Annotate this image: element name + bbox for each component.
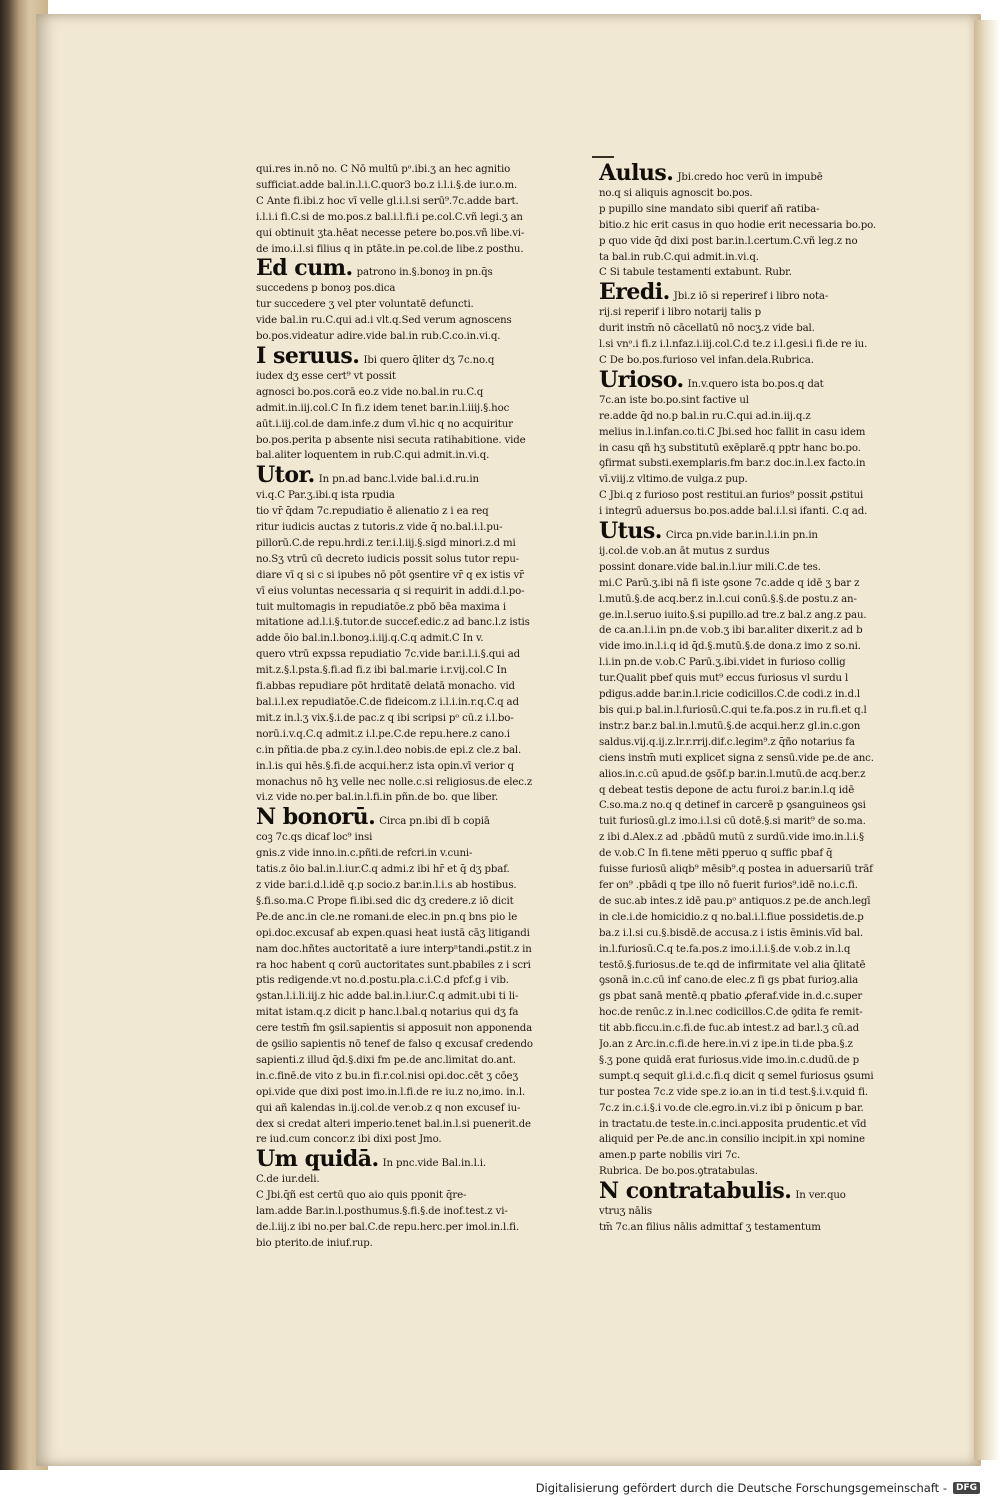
text-line: [256, 743, 581, 759]
line-text: qui.res in.nō no. C Nō multū pᵒ.ibi.ʒ an hec agnitio: [256, 164, 511, 175]
text-line: [256, 584, 581, 600]
text-line: [256, 1188, 581, 1204]
line-text: C Jbi.q̄ñ est certū quo aio quis pponit q̄re-: [256, 1190, 467, 1202]
text-line: [256, 1132, 581, 1148]
line-text: l.mutū.§.de acq.ber.z in.l.cui conū.§.§.de postu.z an-: [599, 593, 857, 605]
text-line: [599, 337, 924, 353]
text-line: [599, 409, 924, 425]
line-text: no.Sʒ vtrū cū decreto iudicis possit solus tutor repu-: [256, 553, 520, 565]
text-line: [256, 1204, 581, 1220]
text-line: [599, 321, 924, 337]
line-text: vide bal.in ru.C.qui ad.i vlt.q.Sed verum agnoscens: [256, 315, 512, 327]
text-line: [256, 600, 581, 616]
line-text: diare vī q si c si ipubes nō pōt ꝯsentire vr̄ q ex istis vr̄: [256, 569, 524, 581]
line-text: ꝯfirmat substi.exemplaris.fm bar.z doc.in.l.ex facto.in: [599, 458, 866, 470]
text-line: [256, 631, 581, 647]
text-line: [256, 1037, 581, 1053]
line-text: Rubrica. De bo.pos.ꝯtratabulas.: [599, 1166, 758, 1178]
line-text: re.adde q̄d no.p bal.in ru.C.qui ad.in.iij.q.z: [599, 410, 811, 422]
line-text: aūt.i.iij.col.de dam.infe.z dum vī.hic q no acquiritur: [256, 418, 513, 430]
text-line: [599, 798, 924, 814]
line-text: C.de iur.deli.: [256, 1174, 320, 1186]
text-line: [256, 942, 581, 958]
line-text: c.in pñtia.de pba.z cy.in.l.deo nobis.de epi.z cle.z bal.: [256, 744, 522, 756]
section-heading-line: [599, 520, 924, 544]
text-line: [599, 767, 924, 783]
section-heading-line: [599, 1180, 924, 1204]
line-text: p quo vide q̄d dixi post bar.in.l.certum.C.vñ leg.z no: [599, 235, 858, 247]
text-line: [599, 894, 924, 910]
line-text: ritur iudicis auctas z tutoris.z vide q̄ no.bal.i.l.pu-: [256, 522, 503, 534]
line-text: hoc.de renūc.z in.l.nec codicillos.C.de ꝯdita fe remit-: [599, 1007, 863, 1019]
line-text: ꝯstan.l.i.li.iij.z hic adde bal.in.l.iur.C.q admit.ubi ti li-: [256, 991, 519, 1003]
line-text: sapienti.z illud q̄d.§.dixi fm pe.de anc.limitat do.ant.: [256, 1054, 516, 1066]
text-line: [256, 989, 581, 1005]
text-line: [256, 926, 581, 942]
text-line: [256, 759, 581, 775]
line-text: sumpt.q sequit gl.i.d.c.fi.q dicit q semel furiosus ꝯsumi: [599, 1070, 874, 1082]
text-line: [256, 226, 581, 242]
line-text: l.si vnᵒ.i fi.z i.l.nfaz.i.iij.col.C.d te.z i.l.gesi.i fi.de re iu.: [599, 339, 868, 351]
page-right-edge: [974, 20, 1000, 1460]
text-line: [256, 846, 581, 862]
text-line: [599, 218, 924, 234]
left-text-column: [256, 162, 581, 1252]
line-text: aliquid per Pe.de anc.in consilio incipit.in xpi nomine: [599, 1134, 865, 1146]
line-text: vide imo.in.l.i.q id q̄d.§.mutū.§.de dona.z imo z so.ni.: [599, 641, 861, 653]
text-line: [599, 735, 924, 751]
line-text: q debeat testis depone de actu furoi.z bar.in.l.q idē: [599, 784, 855, 796]
line-text: in.c.finē.de vito z bu.in fi.r.col.nisi opi.doc.cēt ʒ cōeʒ: [256, 1070, 518, 1082]
initial-heading: Urioso.: [599, 368, 684, 393]
line-text: C De bo.pos.furioso vel infan.dela.Rubrica.: [599, 354, 814, 366]
text-line: [256, 417, 581, 433]
line-text: i integrū aduersus bo.pos.adde bal.i.l.si ifanti. C.q ad.: [599, 506, 868, 518]
text-line: [599, 814, 924, 830]
line-text: tit abb.ficcu.in.c.fi.de fuc.ab intest.z ad bar.l.ʒ cū.ad: [599, 1023, 860, 1035]
line-text: p pupillo sine mandato sibi querif añ ratiba-: [599, 203, 820, 215]
line-text: tm̄ 7c.an filius nālis admittaf ʒ testamentum: [599, 1222, 821, 1233]
line-text: de ca.an.l.i.in pn.de v.ob.ʒ ibi bar.aliter dixerit.z ad b: [599, 625, 863, 637]
text-line: [599, 878, 924, 894]
line-text: durit instm̄ nō cācellatū nō nocʒ.z vide bal.: [599, 323, 815, 335]
text-line: [256, 1172, 581, 1188]
text-line: [599, 926, 924, 942]
initial-heading: Um quidā.: [256, 1148, 379, 1173]
dfg-logo: DFG: [953, 1482, 980, 1494]
text-line: [599, 425, 924, 441]
line-text: saldus.vij.q.ij.z.lr.r.rrij.dif.c.legim⁹.z q̄ño notarius fa: [599, 736, 855, 748]
text-line: [599, 942, 924, 958]
line-text: no.q si aliquis agnoscit bo.pos.: [599, 187, 753, 199]
text-line: [256, 536, 581, 552]
line-text: in casu qñ hʒ substitutū exēplarē.q pptr hanc bo.po.: [599, 442, 861, 454]
text-line: [256, 1117, 581, 1133]
text-line: [256, 281, 581, 297]
initial-heading: N bonorū.: [256, 806, 376, 831]
line-text: Ibi quero q̄liter dʒ 7c.no.q: [363, 354, 495, 366]
line-text: de ꝯsilio sapientis nō tenef de falso q excusaf credendo: [256, 1039, 533, 1051]
line-text: ra hoc habent q corū auctoritates sunt.pbabiles z i scri: [256, 959, 531, 971]
text-line: [599, 783, 924, 799]
line-text: C Si tabule testamenti extabunt. Rubr.: [599, 267, 792, 279]
footer-text: Digitalisierung gefördert durch die Deutsche Forschungsgemeinschaft -: [535, 1481, 947, 1495]
text-line: [256, 369, 581, 385]
text-line: [599, 234, 924, 250]
initial-heading: Eredi.: [599, 281, 670, 306]
line-text: Jbi.z iō si reperiref i libro nota-: [673, 291, 829, 303]
line-text: agnosci bo.pos.corā eo.z vide no.bal.in ru.C.q: [256, 386, 484, 398]
line-text: mitatione ad.l.i.§.tutor.de succef.edic.z ad banc.l.z istis: [256, 617, 530, 629]
line-text: i.l.i.i fi.C.si de mo.pos.z bal.i.l.fi.i pe.col.C.vñ legi.ʒ an: [256, 211, 523, 223]
line-text: instr.z bar.z bal.in.l.mutū.§.de acqui.her.z gl.in.c.gon: [599, 720, 861, 732]
line-text: vi.z vide no.per bal.in.l.fi.in pñn.de bo. que liber.: [256, 792, 499, 804]
line-text: C Jbi.q z furioso post restitui.an furios⁹ possit ꝓstitui: [599, 490, 864, 502]
line-text: pillorū.C.de repu.hrdi.z ter.i.l.iij.§.sigd minori.z.d mi: [256, 537, 516, 549]
text-line: [599, 393, 924, 409]
text-line: [599, 1085, 924, 1101]
text-line: [599, 544, 924, 560]
text-line: [256, 520, 581, 536]
text-line: [599, 1148, 924, 1164]
text-line: [599, 472, 924, 488]
line-text: ta bal.in rub.C.qui admit.in.vi.q.: [599, 251, 759, 263]
line-text: Circa pn.vide bar.in.l.i.in pn.in: [665, 530, 818, 542]
text-line: [256, 504, 581, 520]
text-line: [256, 194, 581, 210]
text-line: [599, 202, 924, 218]
text-line: [599, 265, 924, 281]
text-line: [256, 178, 581, 194]
line-text: gnis.z vide inno.in.c.pñti.de refcri.in v.cuni-: [256, 848, 473, 860]
line-text: In ver.quo: [795, 1190, 846, 1202]
line-text: qui obtinuit ʒta.hēat necesse petere bo.pos.vñ libe.vi-: [256, 227, 525, 239]
line-text: tio vr̄ q̄dam 7c.repudiatio ē alienatio z i ea req: [256, 506, 489, 518]
text-line: [599, 830, 924, 846]
line-text: bitio.z hic erit casus in quo hodie erit necessaria bo.po.: [599, 219, 876, 231]
line-text: tur postea 7c.z vide spe.z io.an in ti.d test.§.i.v.quid fi.: [599, 1086, 868, 1098]
line-text: 7c.an iste bo.po.sint factive ul: [599, 394, 749, 406]
text-line: [256, 1005, 581, 1021]
line-text: ptis redigende.vt no.d.postu.pla.c.i.C.d pfcf.g i vib.: [256, 975, 509, 987]
line-text: mit.z in.l.ʒ vix.§.i.de pac.z q ibi scripsi pᵒ cū.z i.l.bo-: [256, 712, 514, 724]
line-text: Pe.de anc.in cle.ne romani.de elec.in pn.q bns pio le: [256, 911, 518, 923]
text-line: [599, 1069, 924, 1085]
line-text: bal.i.l.ex repudiatōe.C.de fideicom.z i.l.i.in.r.q.C.q ad: [256, 697, 519, 708]
line-text: amen.p parte nobilis viri 7c.: [599, 1150, 741, 1162]
line-text: tatis.z ōio bal.in.l.iur.C.q admi.z ibi hr̄ et q̄ dʒ pbaf.: [256, 864, 510, 876]
section-heading-line: [599, 281, 924, 305]
line-text: In pnc.vide Bal.in.l.i.: [382, 1158, 486, 1170]
line-text: bo.pos.perita p absente nisi secuta ratihabitione. vide: [256, 434, 526, 446]
section-heading-line: [599, 162, 924, 186]
line-text: cere testm̄ fm ꝯsil.sapientis si apposuit non apponenda: [256, 1023, 533, 1035]
line-text: tuit multomagis in repudiatōe.z pbō bēa maxima i: [256, 601, 506, 613]
text-line: [599, 353, 924, 369]
line-text: ba.z i.l.si cu.§.bisdē.de accusa.z i istis ēminis.vīd bal.: [599, 927, 863, 939]
text-line: [599, 1005, 924, 1021]
text-line: [256, 958, 581, 974]
line-text: C.so.ma.z no.q q detinef in carcerē p ꝯsanguineos ꝯsi: [599, 800, 866, 812]
text-line: [599, 1204, 924, 1220]
text-line: [256, 329, 581, 345]
line-text: bo.pos.videatur adire.vide bal.in rub.C.co.in.vi.q.: [256, 331, 501, 343]
line-text: bal.aliter loquentem in rub.C.qui admit.in.vi.q.: [256, 450, 490, 462]
line-text: de suc.ab intes.z idē pau.pᵒ antiquos.z pe.de anch.legī: [599, 895, 871, 907]
line-text: sufficiat.adde bal.in.l.i.C.quor3 bo.z i.l.i.§.de iur.o.m.: [256, 179, 518, 191]
line-text: §.ʒ pone quidā erat furiosus.vide imo.in.c.dudū.de p: [599, 1054, 859, 1066]
text-line: [599, 576, 924, 592]
initial-heading: Ed cum.: [256, 257, 353, 282]
text-line: [599, 441, 924, 457]
line-text: mi.C Parū.ʒ.ibi nā fi iste ꝯsone 7c.adde q idē ʒ bar z: [599, 577, 860, 589]
text-line: [256, 313, 581, 329]
line-text: lam.adde Bar.in.l.posthumus.§.fi.§.de inof.test.z vi-: [256, 1206, 508, 1218]
text-line: [256, 162, 581, 178]
line-text: monachus nō hʒ velle nec nolle.c.si religiosus.de elec.z: [256, 776, 533, 788]
text-line: [599, 1053, 924, 1069]
text-line: [599, 655, 924, 671]
line-text: rij.si reperif i libro notarij talis p: [599, 307, 761, 319]
line-text: ꝯsonā in.c.cū inf cano.de elec.z fi gs pbat furioȝ.alia: [599, 975, 858, 987]
line-text: opi.doc.excusaf ab expen.quasi heat iustā cāʒ litigandi: [256, 927, 530, 939]
line-text: mit.z.§.l.psta.§.fi.ad fi.z ibi bal.marie i.r.vij.col.C In: [256, 665, 507, 677]
line-text: in cle.i.de homicidio.z q no.bal.i.l.fiue possidetis.de.p: [599, 911, 864, 923]
line-text: z ibi d.Alex.z ad .pbādū mutū z surdū.vide imo.in.l.i.§: [599, 832, 864, 844]
line-text: de.l.iij.z ibi no.per bal.C.de repu.herc.per imol.in.l.fi.: [256, 1222, 519, 1233]
line-text: possint donare.vide bal.in.l.iur mili.C.de tes.: [599, 561, 821, 573]
line-text: iudex dʒ esse cert⁹ vt possit: [256, 370, 396, 382]
line-text: alios.in.c.cū apud.de ꝯsōf.p bar.in.l.mutū.de acq.ber.z: [599, 768, 866, 780]
initial-heading: Aulus.: [599, 162, 674, 186]
text-line: [256, 552, 581, 568]
text-line: [599, 910, 924, 926]
line-text: tuit furiosū.gl.z imo.i.l.si cū dotē.§.si marit⁹ de so.ma.: [599, 816, 866, 828]
text-line: [256, 1085, 581, 1101]
line-text: z vide bar.i.d.l.idē q.p socio.z bar.in.l.i.s ab hostibus.: [256, 879, 517, 891]
line-text: ij.col.de v.ob.an āt mutus z surdus: [599, 545, 770, 557]
text-line: [256, 615, 581, 631]
text-line: [599, 639, 924, 655]
line-text: vī eius voluntas necessaria q si requirit in addi.d.l.po-: [256, 585, 525, 597]
line-text: in.l.is qui hēs.§.fi.de acqui.her.z ista opin.vī verior q: [256, 760, 514, 772]
text-line: [599, 1117, 924, 1133]
line-text: gs pbat sanā mentē.q pbatio ꝓferaf.vide in.d.c.super: [599, 991, 863, 1003]
line-text: adde ōio bal.in.l.bonoȝ.i.iij.q.C.q admit.C In v.: [256, 633, 484, 645]
line-text: mitat istam.q.z dicit p hanc.l.bal.q notarius qui dʒ fa: [256, 1007, 519, 1019]
line-text: vī.viij.z vltimo.de vulga.z pup.: [599, 474, 748, 486]
text-line: [256, 297, 581, 313]
text-line: [599, 608, 924, 624]
text-line: [256, 910, 581, 926]
line-text: Jo.an z Arc.in.c.fi.de here.in.vi z ipe.in ti.de pba.§.z: [599, 1039, 853, 1051]
right-text-column: [599, 162, 924, 1236]
text-line: [599, 504, 924, 520]
line-text: admit.in.iij.col.C In fi.z idem tenet bar.in.l.iiij.§.hoc: [256, 402, 510, 414]
text-line: [599, 1132, 924, 1148]
text-line: [599, 671, 924, 687]
text-line: [599, 958, 924, 974]
text-line: [599, 456, 924, 472]
text-line: [599, 1164, 924, 1180]
column-mark: [592, 156, 614, 158]
text-line: [599, 623, 924, 639]
text-line: [599, 846, 924, 862]
line-text: testō.§.furiosus.de te.qd de infirmitate vel alia q̄litatē: [599, 959, 866, 971]
line-text: melius in.l.infan.co.ti.C Jbi.sed hoc fallit in casu idem: [599, 426, 866, 438]
line-text: Jbi.credo hoc verū in impubē: [677, 172, 823, 183]
line-text: fer on⁹ .pbādi q tpe illo nō fuerit furios⁹.idē no.i.c.fi.: [599, 879, 858, 891]
text-line: [256, 401, 581, 417]
text-line: [256, 647, 581, 663]
text-line: [599, 1021, 924, 1037]
line-text: tur.Qualit pbef quis mut⁹ eccus furiosus vl surdu l: [599, 673, 849, 685]
line-text: fi.abbas repudiare pōt hrditatē delatā monacho. vid: [256, 681, 515, 693]
line-text: in.l.furiosū.C.q te.fa.pos.z imo.i.l.i.§.de v.ob.z in.l.q: [599, 943, 851, 955]
text-line: [256, 973, 581, 989]
line-text: In.v.quero ista bo.pos.q dat: [687, 378, 824, 390]
line-text: vi.q.C Par.ʒ.ibi.q ista rpudia: [256, 490, 395, 502]
line-text: In pn.ad banc.l.vide bal.i.d.ru.in: [318, 474, 479, 486]
line-text: quero vtrū expssa repudiatio 7c.vide bar.i.l.i.§.qui ad: [256, 649, 521, 661]
text-line: [599, 687, 924, 703]
text-line: [256, 775, 581, 791]
text-line: [256, 862, 581, 878]
text-line: [256, 242, 581, 258]
text-line: [256, 663, 581, 679]
text-line: [256, 1069, 581, 1085]
line-text: tur succedere ʒ vel pter voluntatē defuncti.: [256, 299, 474, 311]
text-line: [256, 790, 581, 806]
line-text: C Ante fi.ibi.z hoc vī velle gl.i.l.si serū⁹.7c.adde bart.: [256, 195, 519, 207]
text-line: [599, 1037, 924, 1053]
line-text: bis qui.p bal.in.l.furiosū.C.qui te.fa.pos.z in ru.fi.et q.l: [599, 705, 867, 716]
text-line: [256, 448, 581, 464]
initial-heading: Utus.: [599, 520, 662, 544]
text-line: [256, 894, 581, 910]
text-line: [599, 989, 924, 1005]
line-text: succedens p bonoȝ pos.dica: [256, 283, 396, 295]
line-text: patrono in.§.bonoȝ in pn.q̄s: [356, 267, 493, 279]
text-line: [599, 751, 924, 767]
line-text: re iud.cum concor.z ibi dixi post Jmo.: [256, 1134, 442, 1146]
text-line: [599, 592, 924, 608]
text-line: [599, 488, 924, 504]
text-line: [599, 186, 924, 202]
line-text: §.fi.so.ma.C Prope fi.ibi.sed dic dʒ credere.z iō dicit: [256, 895, 514, 907]
text-line: [599, 719, 924, 735]
text-line: [256, 568, 581, 584]
text-line: [256, 878, 581, 894]
line-text: l.i.in pn.de v.ob.C Parū.ʒ.ibi.videt in furioso collig: [599, 657, 846, 669]
line-text: opi.vide que dixi post imo.in.l.fi.de re iu.z no,imo. in.l.: [256, 1086, 526, 1098]
section-heading-line: [256, 806, 581, 830]
line-text: bio pterito.de iniuf.rup.: [256, 1237, 373, 1249]
text-line: [256, 1053, 581, 1069]
initial-heading: I seruus.: [256, 344, 360, 369]
initial-heading: N contratabulis.: [599, 1180, 792, 1205]
section-heading-line: [256, 1148, 581, 1172]
text-line: [256, 695, 581, 711]
text-line: [256, 1220, 581, 1236]
line-text: de v.ob.C In fi.tene mēti pperuo q suffic pbaf q̄: [599, 848, 833, 860]
line-text: de imo.i.l.si filius q in ptāte.in pe.col.de libe.z posthu.: [256, 243, 524, 255]
line-text: coꝫ 7c.qs dicaf loc⁹ insi: [256, 832, 373, 844]
line-text: pdigus.adde bar.in.l.ricie codicillos.C.de codi.z in.d.l: [599, 689, 861, 701]
digitization-footer: [536, 1481, 980, 1495]
text-line: [256, 1101, 581, 1117]
text-line: [599, 560, 924, 576]
section-heading-line: [599, 369, 924, 393]
text-line: [256, 711, 581, 727]
text-line: [256, 727, 581, 743]
text-line: [599, 1220, 924, 1236]
line-text: ge.in.l.seruo iuito.§.si pupillo.ad tre.z bal.z ang.z pau.: [599, 609, 867, 621]
text-line: [256, 488, 581, 504]
text-line: [599, 973, 924, 989]
line-text: dex si credat alteri imperio.tenet bal.in.l.si puenerit.de: [256, 1118, 531, 1130]
line-text: norū.i.v.q.C.q admit.z i.l.pe.C.de repu.here.z cano.i: [256, 728, 510, 740]
line-text: vtruʒ nālis: [599, 1206, 652, 1218]
text-line: [599, 250, 924, 266]
line-text: qui añ kalendas in.ij.col.de ver.ob.z q non excusef iu-: [256, 1102, 521, 1114]
line-text: in tractatu.de teste.in.c.inci.apposita prudentic.et vīd: [599, 1118, 867, 1130]
text-line: [599, 1101, 924, 1117]
text-line: [256, 385, 581, 401]
text-line: [599, 305, 924, 321]
line-text: 7c.z in.c.i.§.i vo.de cle.egro.in.vi.z ibi p ōnicum p bar.: [599, 1102, 864, 1114]
section-heading-line: [256, 345, 581, 369]
text-line: [599, 862, 924, 878]
line-text: fuisse furiosū aliqb⁹ mēsib⁹.q postea in aduersariū trāf: [599, 864, 873, 876]
text-line: [256, 1021, 581, 1037]
text-line: [256, 679, 581, 695]
text-line: [256, 210, 581, 226]
text-line: [256, 433, 581, 449]
line-text: ciens instm̄ muti explicet signa z sensū.vide pe.de anc.: [599, 752, 874, 764]
text-line: [256, 830, 581, 846]
text-line: [256, 1236, 581, 1252]
section-heading-line: [256, 257, 581, 281]
initial-heading: Utor.: [256, 464, 315, 489]
line-text: Circa pn.ibi dī b copiā: [379, 816, 490, 828]
text-line: [599, 703, 924, 719]
line-text: nam doc.hñtes auctoritatē a iure interpⁿtandi.ꝓstit.z in: [256, 943, 532, 955]
section-heading-line: [256, 464, 581, 488]
